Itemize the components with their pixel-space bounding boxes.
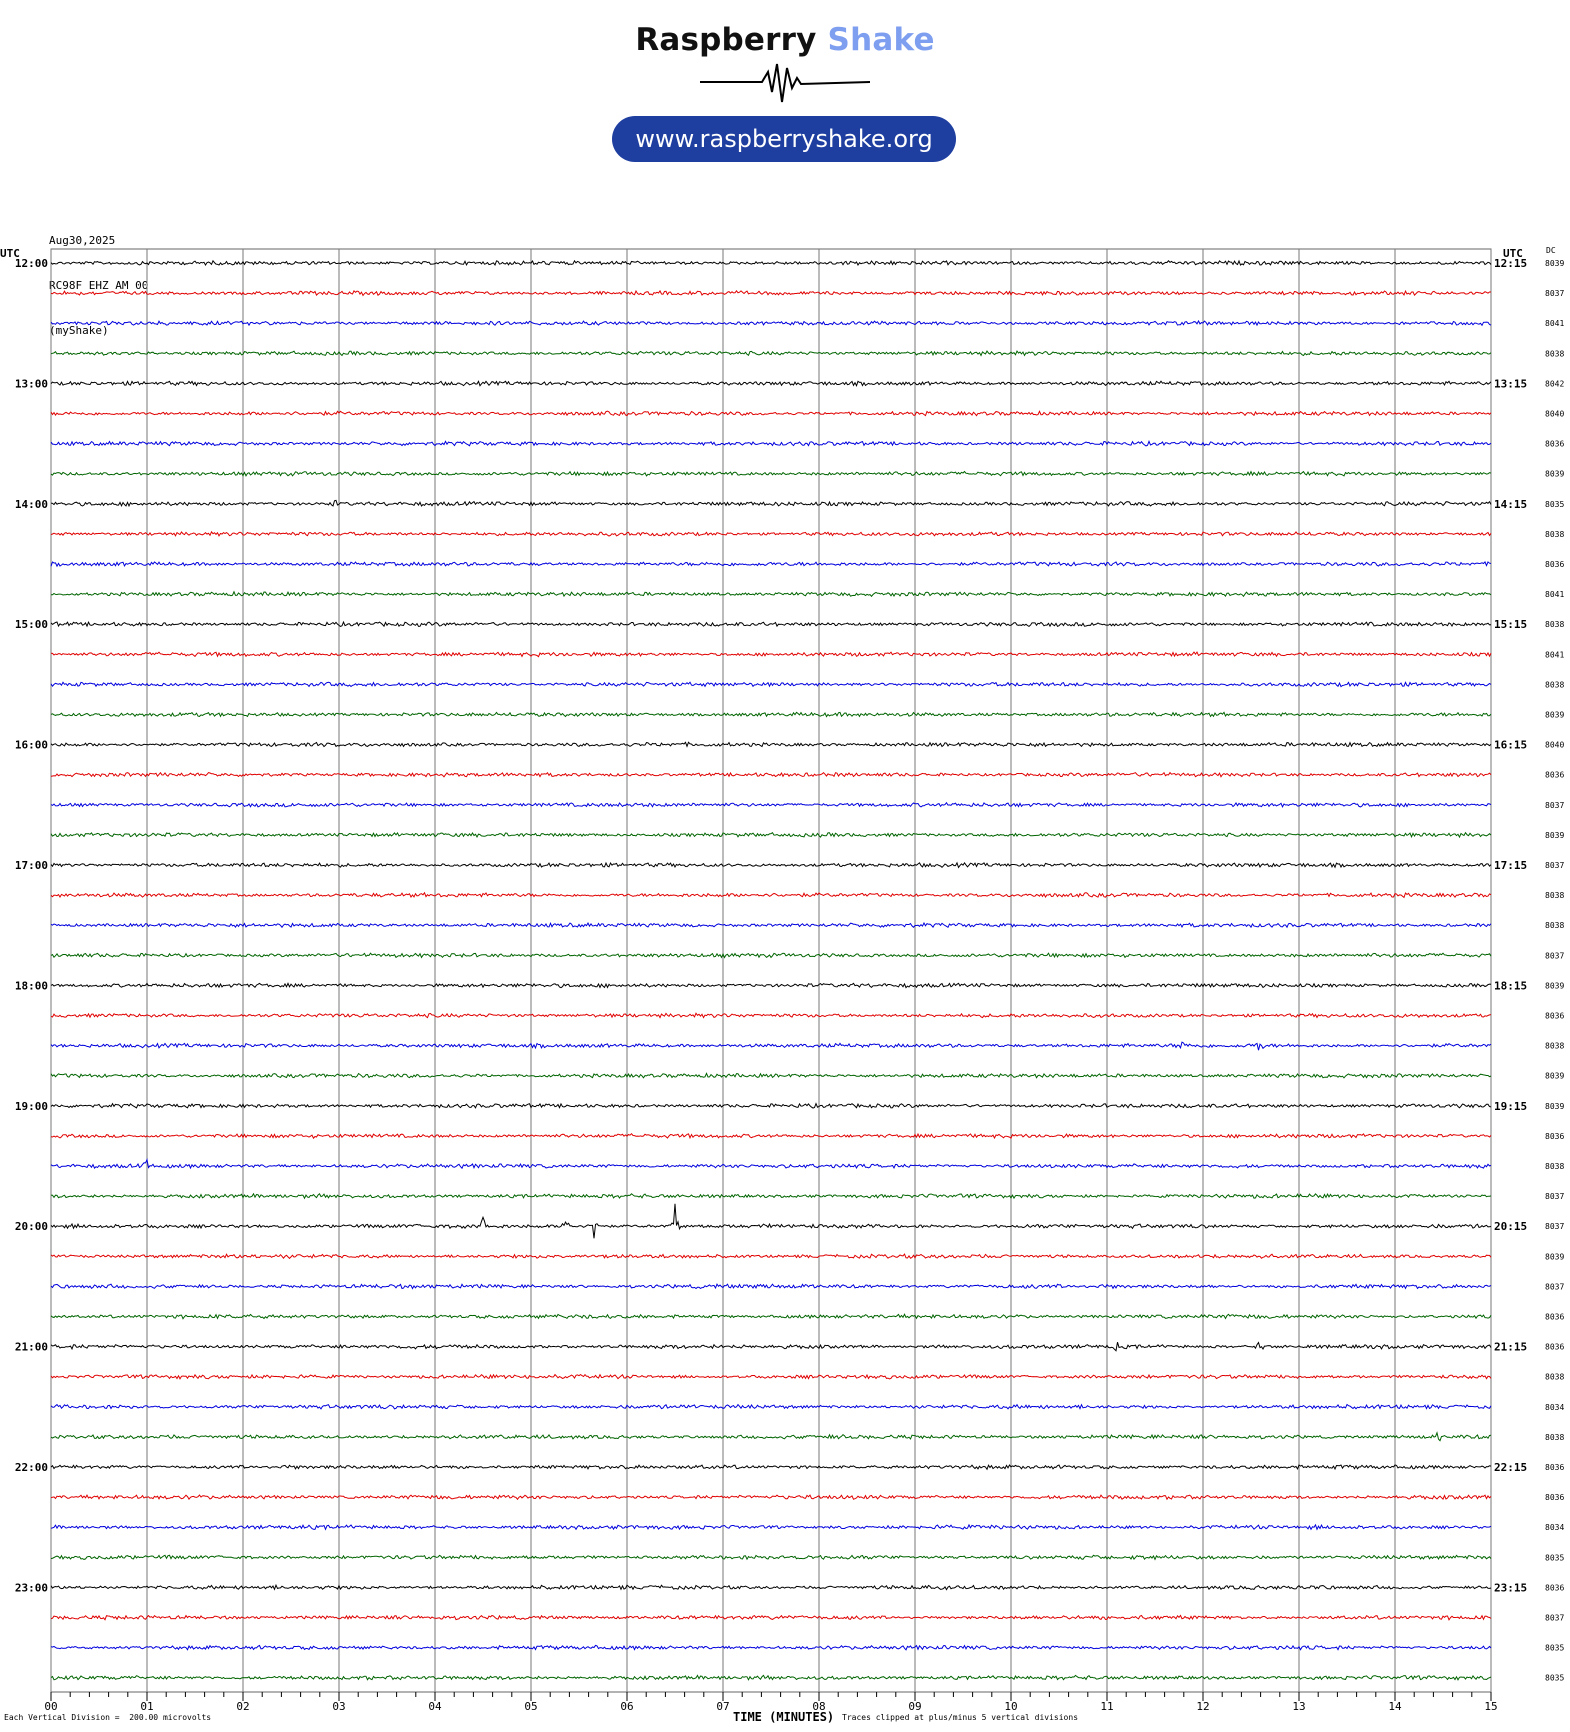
dc-offset-label: 8041 [1545, 590, 1565, 600]
trace-line [51, 1525, 1491, 1530]
left-time-label: 17:00 [14, 859, 48, 872]
x-tick-label: 03 [332, 1700, 346, 1713]
trace-line [51, 441, 1491, 446]
dc-offset-label: 8036 [1545, 770, 1565, 780]
plot-frame [51, 249, 1491, 1692]
dc-offset-label: 8038 [1545, 1372, 1565, 1382]
trace-line [51, 1284, 1491, 1288]
trace-line [51, 1134, 1491, 1139]
dc-offset-label: 8041 [1545, 319, 1565, 329]
dc-offset-label: 8039 [1545, 259, 1565, 268]
trace-line [51, 923, 1491, 927]
dc-offset-label: 8037 [1545, 1282, 1565, 1292]
utc-right-label: UTC [1503, 247, 1523, 260]
dc-offset-label: 8038 [1545, 620, 1565, 630]
right-time-label: 21:15 [1494, 1340, 1528, 1354]
right-time-label: 12:15 [1494, 257, 1528, 270]
dc-offset-label: 8036 [1545, 1312, 1565, 1322]
right-time-label: 14:15 [1494, 497, 1528, 511]
dc-offset-label: 8036 [1545, 1463, 1565, 1472]
dc-offset-label: 8040 [1545, 409, 1565, 419]
x-tick-label: 04 [428, 1700, 442, 1713]
x-tick-label: 06 [620, 1700, 634, 1713]
dc-offset-label: 8036 [1545, 1342, 1565, 1352]
trace-line [51, 712, 1491, 716]
trace-line [51, 742, 1491, 746]
trace-line [51, 1314, 1491, 1318]
dc-offset-label: 8038 [1545, 891, 1565, 901]
trace-line [51, 1585, 1491, 1589]
dc-label: DC [1546, 246, 1556, 255]
trace-line [51, 1375, 1491, 1379]
website-link[interactable]: www.raspberryshake.org [612, 116, 956, 162]
dc-offset-label: 8038 [1545, 349, 1565, 359]
left-time-label: 18:00 [14, 979, 48, 993]
trace-line [51, 351, 1491, 355]
dc-offset-label: 8036 [1545, 439, 1565, 449]
dc-offset-label: 8034 [1545, 1402, 1565, 1412]
trace-line [51, 652, 1491, 657]
left-time-label: 22:00 [14, 1461, 48, 1474]
dc-offset-label: 8035 [1545, 1673, 1565, 1683]
x-tick-label: 08 [812, 1700, 826, 1713]
trace-line [51, 773, 1491, 777]
trace-line [51, 803, 1491, 807]
trace-line [51, 1495, 1491, 1499]
right-time-label: 23:15 [1494, 1581, 1528, 1595]
trace-line [51, 1254, 1491, 1258]
network-name: (myShake) [49, 324, 109, 337]
trace-line [51, 1042, 1491, 1050]
x-tick-label: 09 [908, 1700, 922, 1713]
dc-offset-label: 8039 [1545, 1101, 1565, 1111]
dc-offset-label: 8038 [1545, 1162, 1565, 1171]
right-time-label: 19:15 [1494, 1099, 1528, 1113]
trace-line [51, 500, 1491, 506]
trace-line [51, 321, 1491, 325]
dc-offset-label: 8039 [1545, 469, 1565, 479]
dc-offset-label: 8038 [1545, 680, 1565, 690]
trace-line [51, 1555, 1491, 1559]
dc-offset-label: 8035 [1545, 1553, 1565, 1563]
x-tick-label: 07 [716, 1700, 730, 1713]
trace-line [51, 1013, 1491, 1017]
dc-offset-label: 8039 [1545, 830, 1565, 840]
right-time-label: 15:15 [1494, 618, 1528, 632]
left-time-label: 20:00 [14, 1220, 48, 1234]
dc-offset-label: 8037 [1545, 800, 1565, 810]
dc-offset-label: 8036 [1545, 560, 1565, 569]
vertical-division-note: Each Vertical Division = 200.00 microvolts [4, 1713, 212, 1722]
trace-line [51, 1465, 1491, 1469]
x-tick-label: 15 [1484, 1700, 1498, 1713]
trace-line [51, 1342, 1491, 1351]
left-time-label: 19:00 [14, 1099, 48, 1113]
x-tick-label: 05 [524, 1700, 538, 1713]
brand-name-part2: Shake [827, 22, 935, 58]
trace-line [51, 1204, 1491, 1239]
trace-line [51, 863, 1491, 868]
dc-offset-label: 8039 [1545, 710, 1565, 720]
x-tick-label: 00 [44, 1700, 58, 1713]
dc-offset-label: 8037 [1545, 1613, 1565, 1623]
brand-name-part1: Raspberry [635, 22, 817, 58]
left-time-label: 14:00 [14, 497, 48, 511]
x-tick-label: 02 [236, 1700, 250, 1713]
dc-offset-label: 8042 [1545, 379, 1565, 389]
x-tick-label: 01 [140, 1700, 154, 1713]
trace-line [51, 1645, 1491, 1649]
left-time-label: 21:00 [14, 1340, 48, 1354]
dc-offset-label: 8038 [1545, 921, 1565, 931]
trace-line [51, 261, 1491, 265]
x-tick-label: 12 [1196, 1700, 1210, 1713]
trace-line [51, 532, 1491, 536]
trace-line [51, 592, 1491, 597]
dc-offset-label: 8038 [1545, 529, 1565, 539]
clip-note: Traces clipped at plus/minus 5 vertical divisions [842, 1713, 1079, 1722]
dc-offset-label: 8039 [1545, 981, 1565, 991]
right-time-label: 13:15 [1494, 377, 1528, 391]
left-time-label: 13:00 [14, 377, 48, 391]
right-time-label: 18:15 [1494, 979, 1528, 993]
dc-offset-label: 8035 [1545, 499, 1565, 509]
trace-line [51, 1675, 1491, 1679]
x-tick-label: 14 [1388, 1700, 1402, 1713]
trace-line [51, 381, 1491, 386]
dc-offset-label: 8038 [1545, 1432, 1565, 1442]
trace-line [51, 983, 1491, 987]
right-time-label: 17:15 [1494, 859, 1528, 872]
record-date: Aug30,2025 [49, 234, 116, 247]
trace-line [51, 953, 1491, 957]
dc-offset-label: 8037 [1545, 1222, 1565, 1232]
trace-line [51, 1616, 1491, 1620]
x-tick-label: 13 [1292, 1700, 1306, 1713]
left-time-label: 16:00 [14, 738, 48, 752]
dc-offset-label: 8037 [1545, 1192, 1565, 1202]
channel-code: RC98F EHZ AM 00 [49, 279, 149, 292]
dc-offset-label: 8036 [1545, 1583, 1565, 1593]
trace-line [51, 1405, 1491, 1409]
trace-line [51, 411, 1491, 415]
x-tick-label: 11 [1100, 1700, 1114, 1713]
dc-offset-label: 8039 [1545, 1252, 1565, 1262]
dc-offset-label: 8034 [1545, 1523, 1565, 1533]
right-time-label: 22:15 [1494, 1461, 1528, 1474]
dc-offset-label: 8035 [1545, 1643, 1565, 1653]
trace-line [51, 472, 1491, 476]
dc-offset-label: 8040 [1545, 740, 1565, 750]
dc-offset-label: 8037 [1545, 951, 1565, 961]
dc-offset-label: 8037 [1545, 289, 1565, 299]
trace-line [51, 291, 1491, 296]
trace-line [51, 1073, 1491, 1078]
dc-offset-label: 8036 [1545, 1131, 1565, 1141]
trace-line [51, 833, 1491, 837]
trace-line [51, 562, 1491, 566]
dc-offset-label: 8037 [1545, 861, 1565, 870]
trace-line [51, 1433, 1491, 1441]
right-time-label: 16:15 [1494, 738, 1528, 752]
left-time-label: 23:00 [14, 1581, 48, 1595]
dc-offset-label: 8038 [1545, 1041, 1565, 1051]
trace-line [51, 1160, 1491, 1169]
x-axis-label: TIME (MINUTES) [733, 1710, 835, 1724]
trace-line [51, 1104, 1491, 1109]
dc-offset-label: 8036 [1545, 1011, 1565, 1021]
trace-line [51, 622, 1491, 626]
left-time-label: 15:00 [14, 618, 48, 632]
trace-line [51, 682, 1491, 686]
right-time-label: 20:15 [1494, 1220, 1528, 1234]
dc-offset-label: 8039 [1545, 1071, 1565, 1081]
utc-left-label: UTC [0, 247, 20, 260]
dc-offset-label: 8036 [1545, 1493, 1565, 1503]
dc-offset-label: 8041 [1545, 650, 1565, 660]
trace-line [51, 1194, 1491, 1198]
left-time-label: 12:00 [14, 257, 48, 270]
trace-line [51, 893, 1491, 898]
x-tick-label: 10 [1004, 1700, 1018, 1713]
